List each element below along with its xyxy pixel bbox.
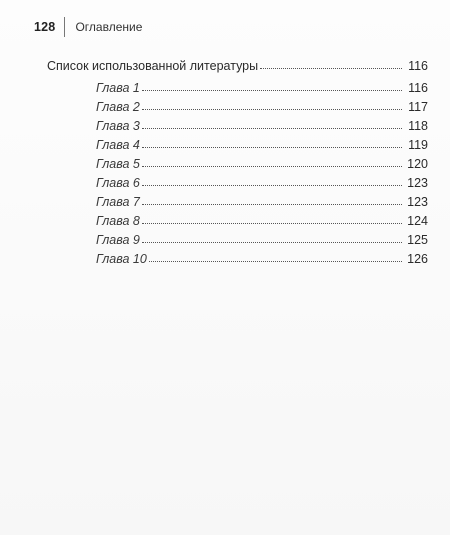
toc-entry-label: Глава 7 <box>96 195 140 209</box>
toc-entry-label: Список использованной литературы <box>47 59 259 73</box>
dot-leader <box>142 109 402 110</box>
toc-entry-page: 126 <box>407 252 428 266</box>
toc-entry-chapter-10 <box>47 247 428 266</box>
toc-entry-page: 116 <box>408 59 428 73</box>
toc-entry-label: Глава 9 <box>96 233 140 247</box>
toc-entry-chapter-8 <box>47 209 428 228</box>
header-divider <box>64 17 65 37</box>
toc-entry-chapter-6 <box>47 171 428 190</box>
toc-entry-label: Глава 8 <box>96 214 140 228</box>
dot-leader <box>142 147 402 148</box>
toc-entry-page: 117 <box>408 100 428 114</box>
toc-entry-references <box>47 54 428 73</box>
toc-entry-page: 118 <box>408 119 428 133</box>
toc-entry-page: 124 <box>407 214 428 228</box>
dot-leader <box>142 90 402 91</box>
toc-entry-chapter-2 <box>47 95 428 114</box>
toc-entry-page: 119 <box>408 138 428 152</box>
toc-entry-label: Глава 5 <box>96 157 140 171</box>
toc-entry-page: 123 <box>407 195 428 209</box>
toc-entry-page: 120 <box>407 157 428 171</box>
toc-entry-label: Глава 6 <box>96 176 140 190</box>
toc-entry-page: 123 <box>407 176 428 190</box>
page-number: 128 <box>34 19 56 34</box>
dot-leader <box>149 261 402 262</box>
running-head <box>34 16 142 38</box>
toc-entry-label: Глава 3 <box>96 119 140 133</box>
toc-entry-chapter-9 <box>47 228 428 247</box>
toc-entry-label: Глава 10 <box>96 252 147 266</box>
dot-leader <box>142 166 402 167</box>
dot-leader <box>142 128 402 129</box>
toc-entry-page: 116 <box>408 81 428 95</box>
dot-leader <box>142 185 402 186</box>
toc-entry-page: 125 <box>407 233 428 247</box>
toc-entry-label: Глава 2 <box>96 100 140 114</box>
toc-entry-chapter-1 <box>47 76 428 95</box>
dot-leader <box>260 68 402 69</box>
toc-entry-chapter-5 <box>47 152 428 171</box>
toc-entry-label: Глава 4 <box>96 138 140 152</box>
dot-leader <box>142 204 402 205</box>
dot-leader <box>142 242 402 243</box>
section-title: Оглавление <box>75 20 143 34</box>
table-of-contents <box>47 54 428 266</box>
dot-leader <box>142 223 402 224</box>
toc-entry-label: Глава 1 <box>96 81 140 95</box>
toc-entry-chapter-3 <box>47 114 428 133</box>
toc-entry-chapter-7 <box>47 190 428 209</box>
toc-entry-chapter-4 <box>47 133 428 152</box>
